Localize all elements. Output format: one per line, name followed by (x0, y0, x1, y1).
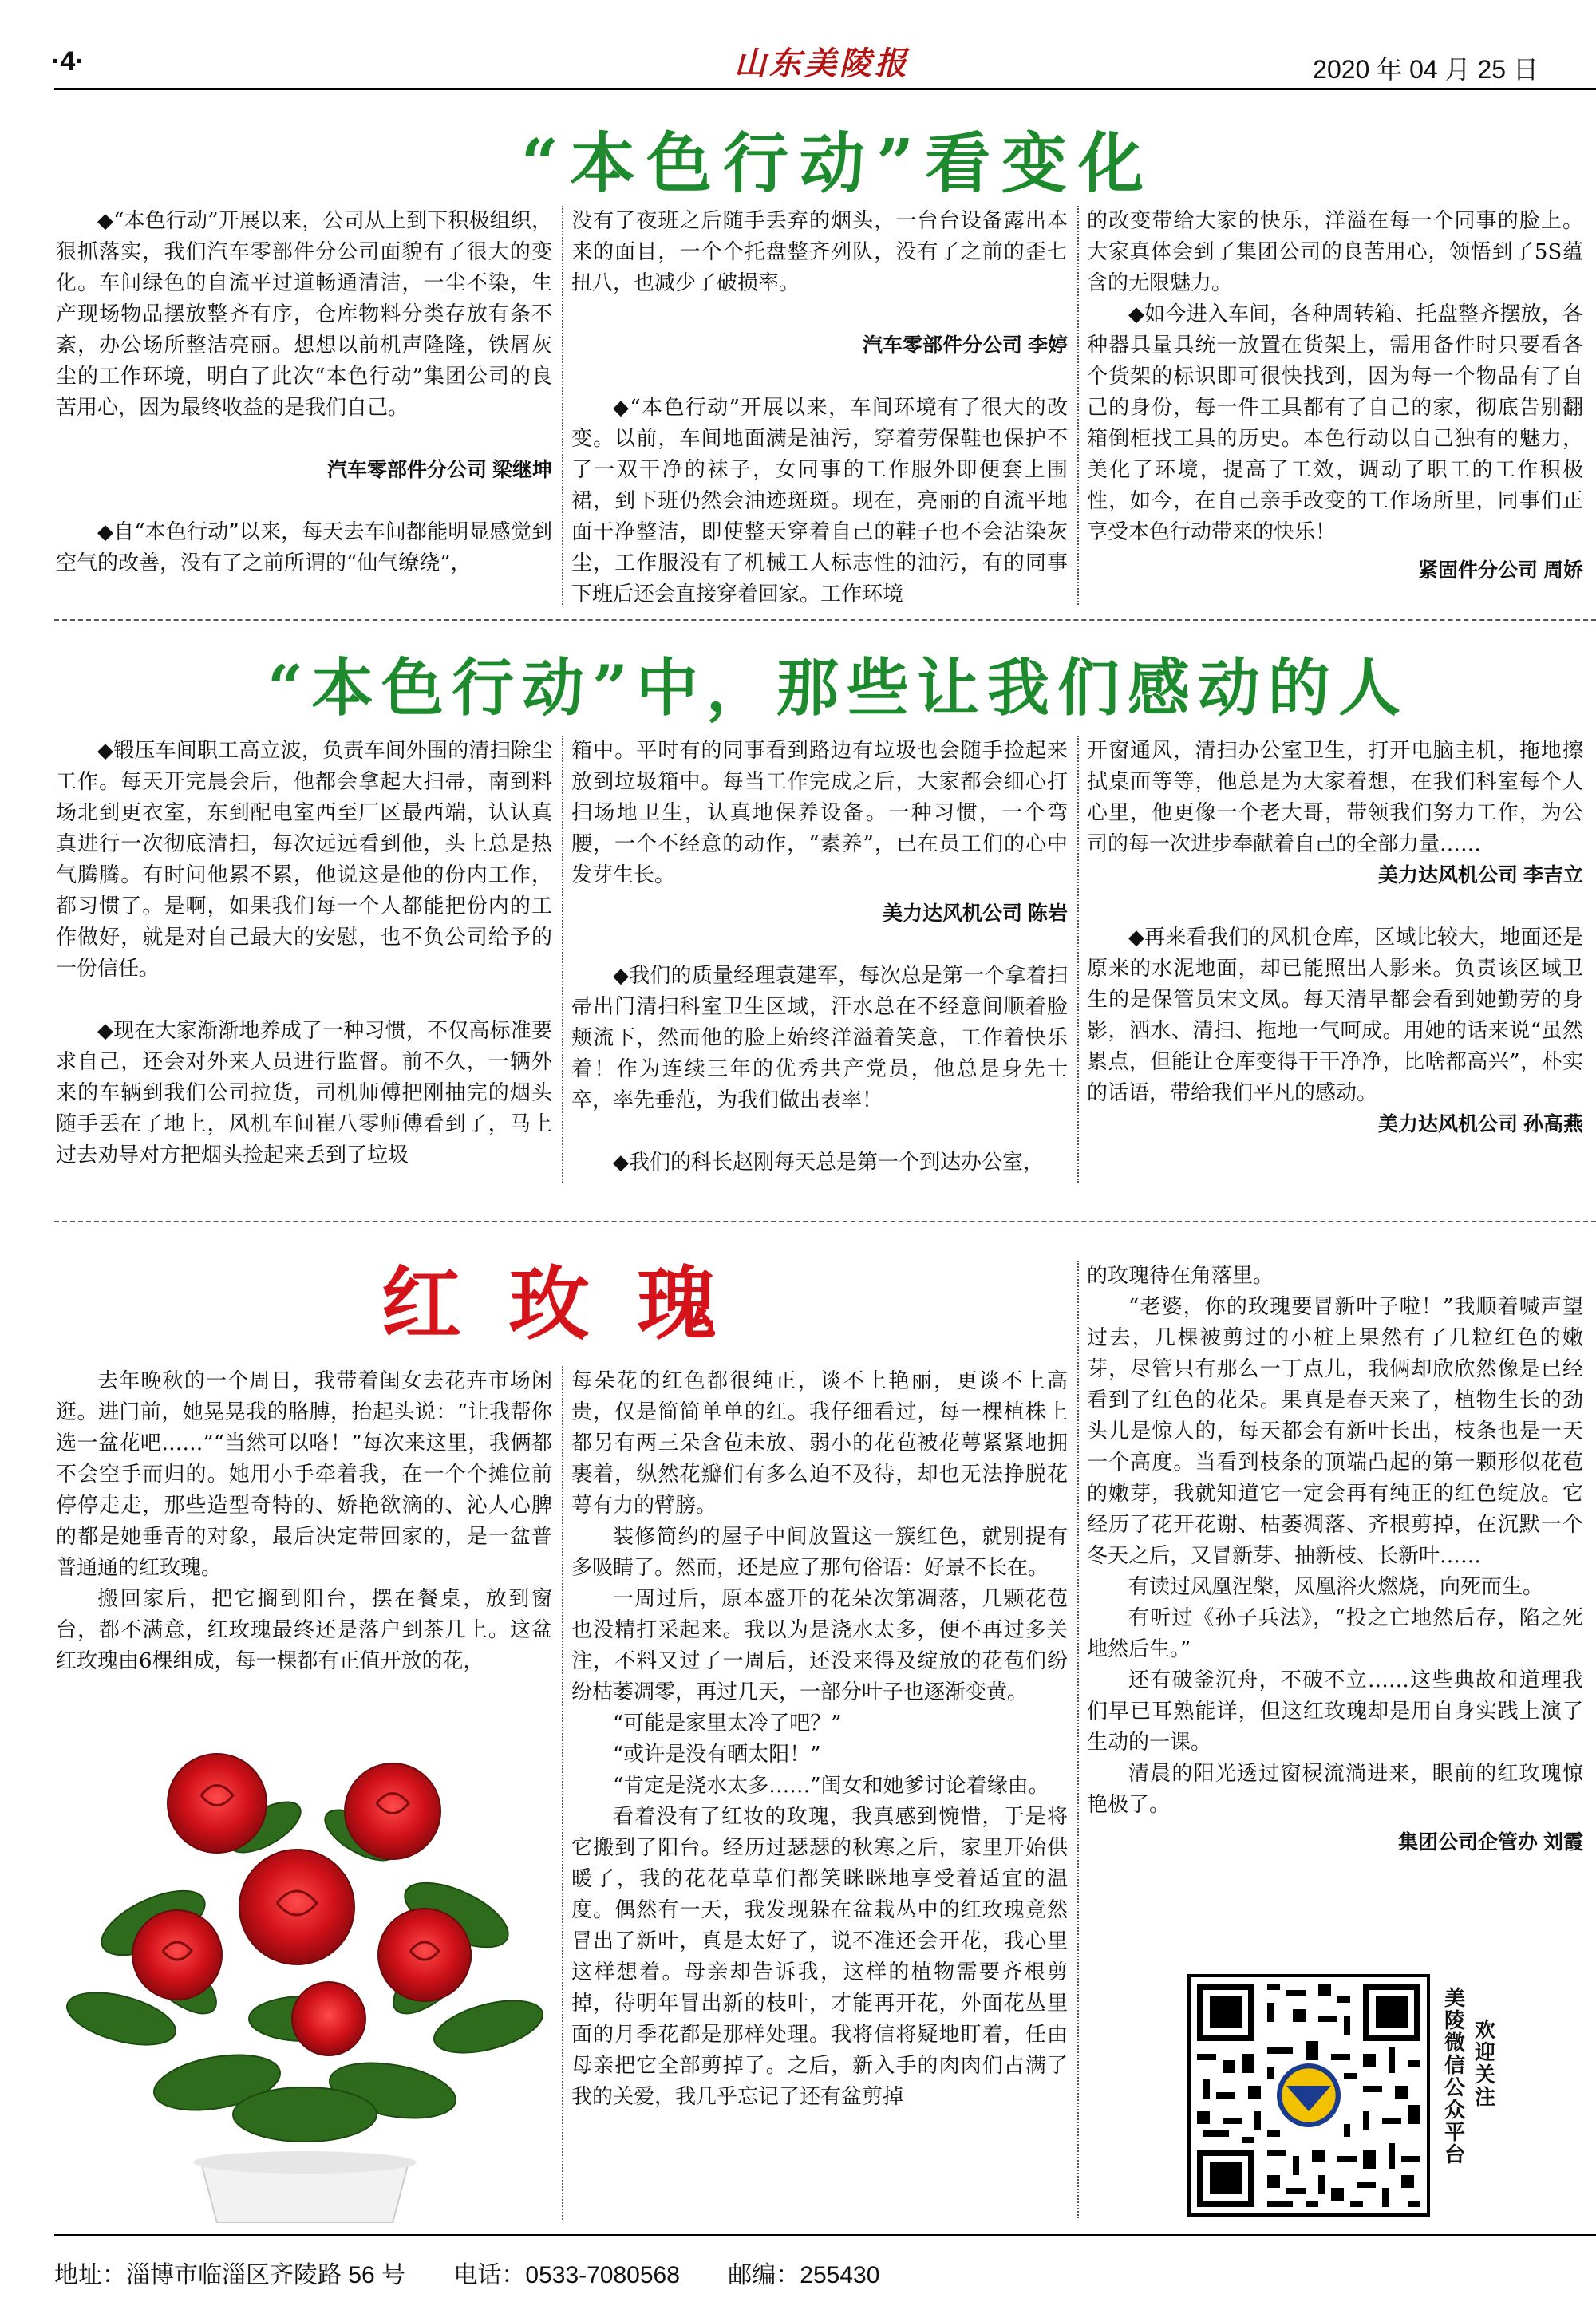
article-author: 美力达风机公司 孙高燕 (1378, 1113, 1583, 1135)
article-paragraph: ◆我们的质量经理袁建军，每次总是第一个拿着扫帚出门清扫科室卫生区域，汗水总在不经意间顺着脸颊流下，然而他的脸上始终洋溢着笑意，工作着快乐着！作为连续三年的优秀共产党员，他总是身先士卒，率先垂范，为我们做出表率！ (571, 964, 1068, 1112)
section-divider (54, 1221, 1596, 1222)
section1-column-1 (56, 206, 552, 610)
column-divider (1077, 1261, 1079, 2218)
article-paragraph: 每朵花的红色都很纯正，谈不上艳丽，更谈不上高贵，仅是简简单单的红。我仔细看过，每一棵植株上都另有两三朵含苞未放、弱小的花苞被花萼紧紧地拥裹着，纵然花瓣们有多么迫不及待，却也无法挣脱花萼有力的臂膀。 (571, 1369, 1068, 1518)
footer-contact (54, 2255, 921, 2290)
page-number: ·4· (51, 46, 85, 77)
article-paragraph: “老婆，你的玫瑰要冒新叶子啦！”我顺着喊声望过去，几棵被剪过的小桩上果然有了几粒红色的嫩芽，尽管只有那么一丁点儿，我俩却欣欣然像是已经看到了红色的花朵。果真是春天来了，植物生长的劲头儿是惊人的，每天都会有新叶长出，枝条也是一天一个高度。当看到枝条的顶端凸起的第一颗形似花苞的嫩芽，我就知道它一定会再有纯正的红色绽放。它经历了花开花谢、枯萎凋落、齐根剪掉，在沉默一个冬天之后，又冒新芽、抽新枝、长新叶…… (1087, 1295, 1583, 1568)
article-author: 美力达风机公司 李吉立 (1378, 864, 1583, 886)
article-author: 汽车零部件分公司 梁继坤 (327, 459, 552, 481)
column-divider (1077, 736, 1079, 1183)
section-title-moving-people: “本色行动”中，那些让我们感动的人 (267, 652, 1408, 725)
article-paragraph: 看着没有了红妆的玫瑰，我真感到惋惜，于是将它搬到了阳台。经历过瑟瑟的秋寒之后，家里开始供暖了，我的花花草草们都笑眯眯地享受着适宜的温度。偶然有一天，我发现躲在盆栽丛中的红玫瑰竟然冒出了新叶，真是太好了，说不准还会开花，我心里这样想着。母亲却告诉我，这样的植物需要齐根剪掉，待明年冒出新的枝叶，才能再开花，外面花丛里面的月季花都是那样处理。我将信将疑地盯着，任由母亲把它全部剪掉了。之后，新入手的肉肉们占满了我的关爱，我几乎忘记了还有盆剪掉 (571, 1805, 1068, 2109)
masthead-logo: 山东美陵报 (734, 45, 910, 82)
article-author: 汽车零部件分公司 李婷 (863, 334, 1068, 357)
article-paragraph: ◆“本色行动”开展以来，车间环境有了很大的改变。以前，车间地面满是油污，穿着劳保鞋也保护不了一双干净的袜子，女同事的工作服外即便套上围裙，到下班仍然会油迹斑斑。现在，亮丽的自流平地面干净整洁，即使整天穿着自己的鞋子也不会沾染灰尘，工作服没有了机械工人标志性的油污，有的同事下班后还会直接穿着回家。工作环境 (571, 396, 1068, 606)
article-paragraph: 一周过后，原本盛开的花朵次第凋落，几颗花苞也没精打采起来。我以为是浇水太多，便不再过多关注，不料又过了一周后，还没来得及绽放的花苞们纷纷枯萎凋零，再过几天，一部分叶子也逐渐变黄。 (571, 1587, 1068, 1704)
column-divider (1077, 206, 1079, 605)
article-paragraph: ◆“本色行动”开展以来，公司从上到下积极组织，狠抓落实，我们汽车零部件分公司面貌有了很大的变化。车间绿色的自流平过道畅通清洁，一尘不染，生产现场物品摆放整齐有序，仓库物料分类存放有条不紊，办公场所整洁亮丽。想想以前机声隆隆，铁屑灰尘的工作环境，明白了此次“本色行动”集团公司的良苦用心，因为最终收益的是我们自己。 (56, 209, 552, 420)
dialogue-line: “或许是没有晒太阳！” (613, 1743, 821, 1767)
section3-column-3 (1087, 1261, 1583, 1889)
dialogue-line: “可能是家里太冷了吧？” (613, 1712, 842, 1735)
column-divider (562, 736, 563, 1183)
article-author: 紧固件分公司 周娇 (1418, 559, 1583, 582)
article-paragraph: 箱中。平时有的同事看到路边有垃圾也会随手捡起来放到垃圾箱中。每当工作完成之后，大家都会细心打扫场地卫生，认真地保养设备。一种习惯，一个弯腰，一个不经意的动作，“素养”，已在员工们的心中发芽生长。 (571, 739, 1068, 887)
article-paragraph: ◆自“本色行动”以来，每天去车间都能明显感觉到空气的改善，没有了之前所谓的“仙气缭绕”， (56, 520, 552, 575)
article-paragraph: 没有了夜班之后随手丢弃的烟头，一台台设备露出本来的面目，一个个托盘整齐列队，没有了之前的歪七扭八，也减少了破损率。 (571, 209, 1068, 295)
qr-caption-follow: 欢迎关注 (1475, 2018, 1496, 2109)
article-paragraph: ◆如今进入车间，各种周转箱、托盘整齐摆放，各种器具量具统一放置在货架上，需用备件时只要看各个货架的标识即可很快找到，因为每一个物品有了自己的身份，每一件工具都有了自己的家，彻底告别翻箱倒柜找工具的历史。本色行动以自己独有的魅力，美化了环境，提高了工效，调动了职工的工作积极性，如今，在自己亲手改变的工作场所里，同事们正享受本色行动带来的快乐！ (1087, 302, 1583, 544)
section-divider (54, 619, 1596, 621)
article-paragraph: 装修简约的屋子中间放置这一簇红色，就别提有多吸睛了。然而，还是应了那句俗语：好景不长在。 (571, 1525, 1068, 1580)
footer-address: 地址：淄博市临淄区齐陵路 56 号 (54, 2262, 406, 2288)
issue-date: 2020 年 04 月 25 日 (1313, 55, 1539, 84)
section1-column-3 (1087, 206, 1583, 618)
wechat-qr-code[interactable] (1187, 1974, 1430, 2217)
column-divider (562, 1366, 563, 2220)
article-author: 集团公司企管办 刘霞 (1398, 1831, 1583, 1854)
section-title-red-rose: 红玫瑰 (381, 1257, 764, 1351)
article-paragraph: ◆现在大家渐渐地养成了一种习惯，不仅高标准要求自己，还会对外来人员进行监督。前不久，一辆外来的车辆到我们公司拉货，司机师傅把刚抽完的烟头随手丢在了地上，风机车间崔八零师傅看到了，马上过去劝导对方把烟头捡起来丢到了垃圾 (56, 1019, 552, 1167)
section2-column-1 (56, 736, 552, 1202)
header-rule-top (54, 88, 1596, 90)
article-paragraph: 搬回家后，把它搁到阳台，摆在餐桌，放到窗台，都不满意，红玫瑰最终还是落户到茶几上。这盆红玫瑰由6棵组成，每一棵都有正值开放的花， (56, 1587, 552, 1673)
dialogue-line: “肯定是浇水太多……”闺女和她爹讨论着缘由。 (613, 1774, 1049, 1798)
section-title-change: “本色行动”看变化 (520, 125, 1156, 202)
article-paragraph: 开窗通风，清扫办公室卫生，打开电脑主机，拖地擦拭桌面等等，他总是为大家着想，在我们科室每个人心里，他更像一个老大哥，带领我们努力工作，为公司的每一次进步奉献着自己的全部力量…… (1087, 739, 1583, 856)
section3-column-2 (571, 1366, 1068, 2113)
section2-column-3 (1087, 736, 1583, 1171)
footer-postcode: 邮编：255430 (728, 2262, 880, 2288)
qr-caption-platform: 美陵微信公众平台 (1444, 1986, 1466, 2166)
section1-column-2 (571, 206, 1068, 642)
section3-column-1 (56, 1366, 552, 1677)
red-rose-pot-image (57, 1716, 552, 2223)
article-paragraph: 的改变带给大家的快乐，洋溢在每一个同事的脸上。大家真体会到了集团公司的良苦用心，领悟到了5S蕴含的无限魅力。 (1087, 209, 1583, 295)
article-paragraph: 还有破釜沉舟，不破不立……这些典故和道理我们早已耳熟能详，但这红玫瑰却是用自身实践上演了生动的一课。 (1087, 1668, 1583, 1755)
footer-phone: 电话：0533-7080568 (453, 2262, 680, 2288)
article-paragraph: 的玫瑰待在角落里。 (1087, 1264, 1274, 1288)
article-paragraph: 有读过凤凰涅槃，凤凰浴火燃烧，向死而生。 (1128, 1575, 1544, 1599)
article-paragraph: 有听过《孙子兵法》，“投之亡地然后存，陷之死地然后生。” (1087, 1606, 1583, 1661)
article-paragraph: 清晨的阳光透过窗棂流淌进来，眼前的红玫瑰惊艳极了。 (1087, 1762, 1583, 1817)
column-divider (562, 206, 563, 605)
article-paragraph: ◆我们的科长赵刚每天总是第一个到达办公室， (613, 1151, 1044, 1175)
article-paragraph: ◆再来看我们的风机仓库，区域比较大，地面还是原来的水泥地面，却已能照出人影来。负责该区域卫生的是保管员宋文凤。每天清早都会看到她勤劳的身影，洒水、清扫、拖地一气呵成。用她的话来说“虽然累点，但能让仓库变得干干净净，比啥都高兴”，朴实的话语，带给我们平凡的感动。 (1087, 926, 1583, 1105)
article-paragraph: ◆锻压车间职工高立波，负责车间外围的清扫除尘工作。每天开完晨会后，他都会拿起大扫帚，南到料场北到更衣室，东到配电室西至厂区最西端，认认真真进行一次彻底清扫，每次远远看到他，头上总是热气腾腾。有时问他累不累，他说这是他的份内工作，都习惯了。是啊，如果我们每一个人都能把份内的工作做好，就是对自己最大的安慰，也不负公司给予的一份信任。 (56, 739, 552, 981)
article-author: 美力达风机公司 陈岩 (883, 902, 1068, 925)
qr-code-icon (1191, 1977, 1427, 2213)
footer-rule (54, 2234, 1596, 2236)
section2-column-2 (571, 736, 1068, 1210)
article-paragraph: 去年晚秋的一个周日，我带着闺女去花卉市场闲逛。进门前，她晃晃我的胳膊，抬起头说：“让我帮你选一盆花吧……”“当然可以咯！”每次来这里，我俩都不会空手而归的。她用小手牵着我，在一个个摊位前停停走走，那些造型奇特的、娇艳欲滴的、沁人心脾的都是她垂青的对象，最后决定带回家的，是一盆普普通通的红玫瑰。 (56, 1369, 552, 1580)
